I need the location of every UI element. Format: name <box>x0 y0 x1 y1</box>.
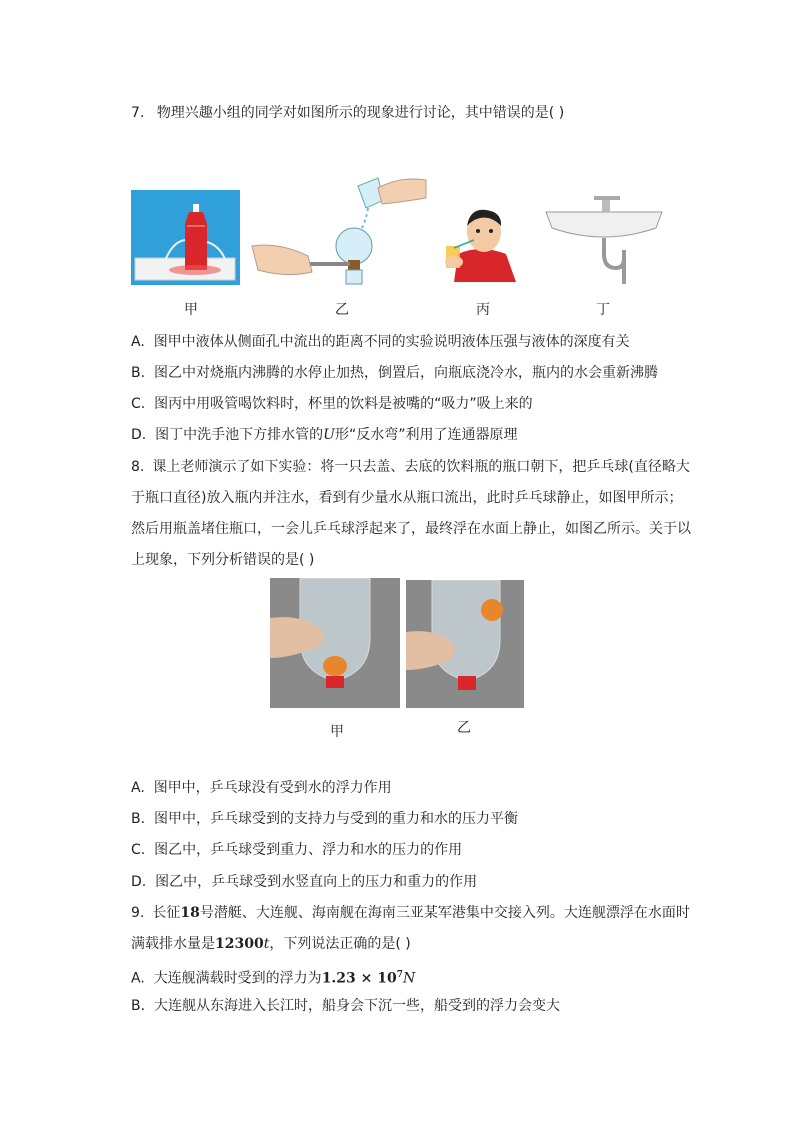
option-text: 大连舰从东海进入长江时，船身会下沉一些，船受到的浮力会变大 <box>153 998 560 1014</box>
q9-stem <box>131 898 691 960</box>
option-text: 大连舰满载时受到的浮力为 <box>153 970 322 987</box>
option-label: B. <box>131 811 146 827</box>
q8-stem-text: 课上老师演示了如下实验：将一只去盖、去底的饮料瓶的瓶口朝下，把乒乓球(直径略大于瓶口直径)放入瓶内并注水，看到有少量水从瓶口流出，此时乒乓球静止，如图甲所示；然后用瓶盖堵住瓶口，一会儿乒乓球浮起来了，最终浮在水面上静止，如图乙所示。关于以上现象，下列分析错误的是( ) <box>131 459 691 568</box>
option-unit: N <box>403 970 416 987</box>
q9-option-b <box>131 996 560 1016</box>
option-label: D. <box>131 427 147 443</box>
option-text-after: 形“反水弯”利用了连通器原理 <box>334 427 518 443</box>
q8-option-c <box>131 840 462 860</box>
q7-caption-jia: 甲 <box>184 302 198 318</box>
option-label: D. <box>131 874 147 890</box>
q7-stem <box>131 103 564 123</box>
q9-stem-num1: 18 <box>180 905 200 921</box>
q9-stem-part3: ，下列说法正确的是( ) <box>269 936 411 952</box>
option-text: 图甲中液体从侧面孔中流出的距离不同的实验说明液体压强与液体的深度有关 <box>153 334 630 350</box>
option-text-before: 图丁中洗手池下方排水管的 <box>155 427 324 443</box>
q8-option-a <box>131 778 392 798</box>
q7-figure-ding <box>544 194 664 284</box>
q7-caption-ding: 丁 <box>596 302 610 318</box>
option-text: 图乙中，乒乓球受到水竖直向上的压力和重力的作用 <box>155 874 478 890</box>
q7-figure-yi <box>250 168 430 288</box>
q7-caption-yi: 乙 <box>335 302 349 318</box>
option-text: 图乙中对烧瓶内沸腾的水停止加热，倒置后，向瓶底浇冷水，瓶内的水会重新沸腾 <box>153 365 658 381</box>
option-text: 图乙中，乒乓球受到重力、浮力和水的压力的作用 <box>154 842 463 858</box>
option-math: U <box>323 427 335 443</box>
option-label: A. <box>131 334 145 350</box>
option-text: 图甲中，乒乓球没有受到水的浮力作用 <box>153 780 392 796</box>
q7-figure-bing <box>440 204 522 282</box>
q8-stem <box>131 452 691 576</box>
q9-number: 9. <box>131 905 145 921</box>
option-text: 图丙中用吸管喝饮料时，杯里的饮料是被嘴的“吸力”吸上来的 <box>154 396 533 412</box>
option-label: B. <box>131 998 146 1014</box>
q7-option-b <box>131 363 658 383</box>
q7-option-c <box>131 394 533 414</box>
q8-option-b <box>131 809 518 829</box>
q8-figure-jia <box>270 578 400 708</box>
option-label: A. <box>131 780 145 796</box>
q8-number: 8. <box>131 459 145 475</box>
option-label: C. <box>131 842 146 858</box>
q9-stem-part1: 长征 <box>152 905 181 921</box>
q8-caption-jia: 甲 <box>330 724 344 740</box>
q7-option-a <box>131 332 630 352</box>
q8-figure-yi <box>406 580 524 708</box>
q9-stem-num2: 12300 <box>215 936 264 952</box>
option-exp: 7 <box>396 970 404 980</box>
q8-caption-yi: 乙 <box>457 720 471 736</box>
option-text: 图甲中，乒乓球受到的支持力与受到的重力和水的压力平衡 <box>153 811 518 827</box>
q7-caption-bing: 丙 <box>476 302 490 318</box>
q7-number: 7. <box>131 105 145 121</box>
q7-figure-jia <box>131 190 240 285</box>
option-label: C. <box>131 396 146 412</box>
q9-option-a <box>131 965 415 989</box>
option-math: 1.23 × 10 <box>321 970 397 987</box>
q8-option-d <box>131 872 477 892</box>
q9-stem-part2: 号潜艇、大连舰、海南舰在海南三亚某军港集中交接入列。大连舰漂浮在水面时满载排水量是 <box>131 905 690 952</box>
option-label: B. <box>131 365 146 381</box>
q7-option-d <box>131 425 517 445</box>
option-label: A. <box>131 970 145 987</box>
q7-stem-text: 物理兴趣小组的同学对如图所示的现象进行讨论，其中错误的是( ) <box>156 105 565 121</box>
q9-stem-unit: t <box>263 936 270 952</box>
